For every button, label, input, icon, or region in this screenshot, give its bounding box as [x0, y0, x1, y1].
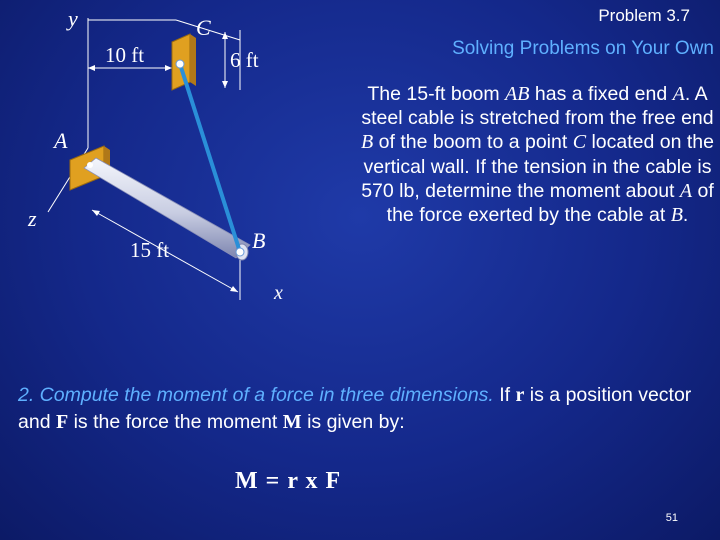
point-a-dot [87, 162, 93, 168]
dim-10ft-arrow-right [165, 65, 172, 71]
desc-text-7: . [682, 204, 689, 227]
desc-text-2: has a fixed end [529, 83, 673, 105]
wall-bracket-c-side [190, 34, 196, 86]
point-c-dot [176, 60, 184, 68]
dim-10ft-label: 10 ft [105, 43, 145, 67]
dim-10ft-arrow-left [88, 65, 95, 71]
axis-x-label: x [274, 282, 283, 304]
objective-text-2: is a position vector and [18, 384, 692, 433]
desc-text-3: . A steel cable is stretched from the free end [361, 83, 714, 130]
desc-about-a: A [679, 179, 693, 202]
desc-text-4: of the boom to a point [373, 131, 573, 154]
objective-paragraph [18, 382, 708, 436]
boom-diagram [0, 0, 360, 320]
desc-at-b: B [670, 204, 683, 227]
page-number: 51 [665, 512, 678, 524]
axis-y-label: y [68, 6, 78, 31]
objective-f: F [55, 411, 69, 433]
axis-z-label: z [28, 206, 37, 231]
objective-text-4: is given by: [301, 411, 405, 433]
objective-lead: 2. Compute the moment of a force in three dimensions. [18, 384, 494, 406]
point-c-label: C [196, 15, 211, 40]
dim-15ft-label: 15 ft [130, 238, 170, 262]
point-b-label: B [252, 228, 266, 253]
moment-formula: M = r x F [235, 468, 342, 494]
point-b-dot [236, 248, 244, 256]
objective-text-1: If [493, 384, 516, 406]
desc-text-5: located on the vertical wall. If the tension in the cable is 570 lb, determine the moment about [361, 131, 714, 202]
desc-free-end-b: B [361, 131, 374, 154]
desc-text-1: The 15-ft boom [367, 83, 506, 105]
problem-number: Problem 3.7 [598, 6, 690, 25]
desc-text-6: of the force exerted by the cable at [386, 179, 714, 227]
desc-point-c: C [572, 131, 587, 154]
objective-m: M [282, 411, 302, 433]
point-a-label: A [54, 128, 68, 153]
dim-6ft-label: 6 ft [230, 48, 259, 72]
objective-text-3: is the force the moment [68, 411, 283, 433]
dim-6ft-arrow-bottom [222, 81, 228, 88]
desc-boom-ab: AB [505, 83, 530, 105]
section-heading: Solving Problems on Your Own [452, 38, 714, 59]
dim-15ft-arrow-left [92, 210, 100, 216]
objective-r: r [515, 384, 525, 406]
dim-15ft-arrow-right [230, 286, 238, 292]
desc-fixed-end-a: A [672, 83, 685, 105]
problem-description [360, 82, 715, 227]
